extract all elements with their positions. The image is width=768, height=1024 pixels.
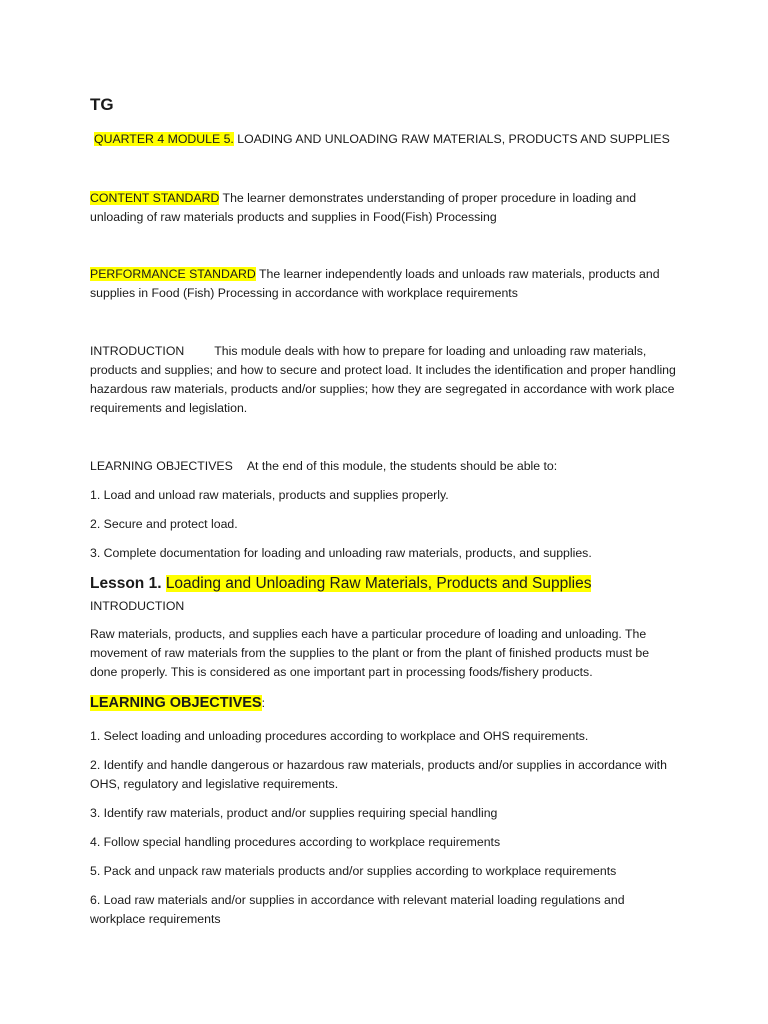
objective-item: 2. Secure and protect load.	[90, 517, 238, 531]
lesson-number: Lesson 1.	[90, 575, 162, 592]
learning-objectives-intro	[90, 457, 680, 476]
performance-standard-label: PERFORMANCE STANDARD	[90, 267, 256, 281]
lesson-objective-item: 3. Identify raw materials, product and/or supplies requiring special handling	[90, 806, 498, 820]
lesson-objectives-heading	[90, 693, 680, 713]
quarter-module-line	[94, 130, 684, 149]
lesson-objective-item: 6. Load raw materials and/or supplies in accordance with relevant material loading regulations and workplace requirements	[90, 893, 625, 926]
content-standard-paragraph	[90, 189, 680, 227]
lesson-objective-item: 2. Identify and handle dangerous or hazardous raw materials, products and/or supplies in accordance with OHS, regulatory and legislative requirements.	[90, 758, 667, 791]
content-standard-text: The learner demonstrates understanding of proper procedure in loading and unloading of raw materials products and supplies in Food(Fish) Processing	[90, 191, 637, 224]
quarter-module-title: LOADING AND UNLOADING RAW MATERIALS, PRODUCTS AND SUPPLIES	[233, 132, 670, 146]
introduction-text: This module deals with how to prepare for loading and unloading raw materials, products and supplies; and how to secure and protect load. It includes the identification and proper handling hazardous raw materials, products and/or supplies; how they are segregated in accordance with work place requirements and legislation.	[90, 344, 676, 415]
introduction-paragraph	[90, 342, 680, 418]
objective-item: 3. Complete documentation for loading and unloading raw materials, products, and supplies.	[90, 546, 592, 560]
lesson-introduction-label: INTRODUCTION	[90, 599, 185, 613]
performance-standard-text: The learner independently loads and unloads raw materials, products and supplies in Food (Fish) Processing in accordance with workplace requirements	[90, 267, 660, 300]
lesson-objectives-label: LEARNING OBJECTIVES	[90, 695, 262, 711]
lesson-heading	[90, 573, 690, 595]
learning-objectives-text: At the end of this module, the students should be able to:	[246, 459, 558, 473]
content-standard-label: CONTENT STANDARD	[90, 191, 220, 205]
lesson-objective-item: 4. Follow special handling procedures according to workplace requirements	[90, 835, 501, 849]
introduction-label: INTRODUCTION	[90, 344, 185, 358]
learning-objectives-label: LEARNING OBJECTIVES	[90, 459, 233, 473]
performance-standard-paragraph	[90, 265, 680, 303]
lesson-title: Loading and Unloading Raw Materials, Products and Supplies	[165, 575, 592, 592]
lesson-objectives-colon: :	[261, 696, 266, 710]
lesson-objective-item: 5. Pack and unpack raw materials products and/or supplies according to workplace requirements	[90, 864, 617, 878]
tg-heading: TG	[90, 95, 114, 114]
quarter-module-highlight: QUARTER 4 MODULE 5.	[94, 132, 234, 146]
lesson-objective-item: 1. Select loading and unloading procedures according to workplace and OHS requirements.	[90, 729, 589, 743]
lesson-introduction-text: Raw materials, products, and supplies each have a particular procedure of loading and unloading. The movement of raw materials from the supplies to the plant or from the plant of finished products must be done properly. This is considered as one important part in processing foods/fishery products.	[90, 627, 650, 679]
objective-item: 1. Load and unload raw materials, products and supplies properly.	[90, 488, 449, 502]
